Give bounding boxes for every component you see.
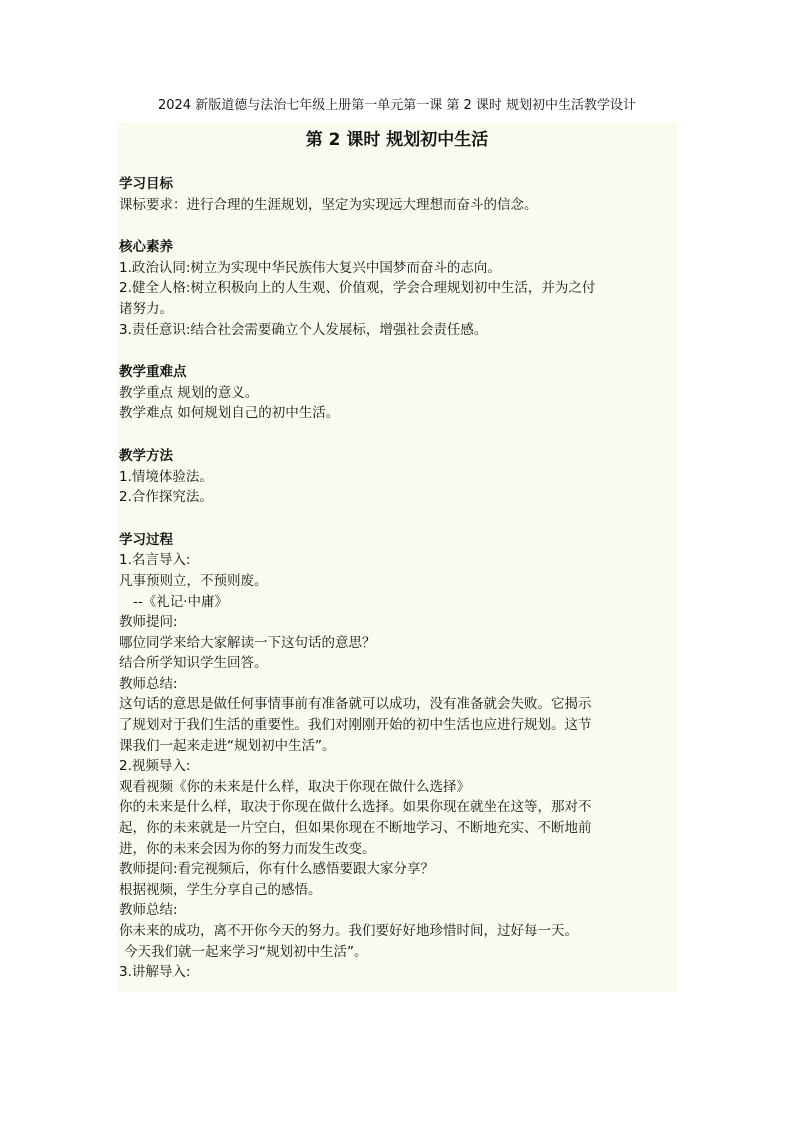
method-line: 2.合作探究法。 bbox=[119, 489, 213, 506]
literacy-line: 2.健全人格:树立积极向上的人生观、价值观，学会合理规划初中生活，并为之付 bbox=[119, 280, 596, 297]
process-line: 进，你的未来会因为你的努力而发生改变。 bbox=[119, 840, 376, 857]
process-line: 教师总结: bbox=[119, 902, 178, 919]
process-line: 1.名言导入: bbox=[119, 552, 191, 569]
process-line: 结合所学知识学生回答。 bbox=[119, 655, 268, 672]
section-heading-goal: 学习目标 bbox=[119, 176, 173, 192]
literacy-line: 3.责任意识:结合社会需要确立个人发展标，增强社会责任感。 bbox=[119, 321, 488, 338]
section-heading-keypoints: 教学重难点 bbox=[119, 364, 187, 381]
process-line: 课我们一起来走进“规划初中生活”。 bbox=[119, 737, 336, 754]
document-header: 2024 新版道德与法治七年级上册第一单元第一课 第 2 课时 规划初中生活教学设计 bbox=[157, 98, 637, 113]
section-heading-literacy: 核心素养 bbox=[119, 239, 173, 256]
goal-line: 课标要求：进行合理的生涯规划，坚定为实现远大理想而奋斗的信念。 bbox=[119, 196, 538, 213]
process-line: 教师提问: bbox=[119, 614, 178, 631]
section-heading-process: 学习过程 bbox=[119, 531, 173, 548]
process-line: 教师提问:看完视频后，你有什么感悟要跟大家分享？ bbox=[119, 861, 435, 878]
method-line: 1.情境体验法。 bbox=[119, 468, 213, 485]
process-line: 根据视频，学生分享自己的感悟。 bbox=[119, 881, 322, 898]
process-line: 哪位同学来给大家解读一下这句话的意思？ bbox=[119, 634, 376, 651]
process-line: 凡事预则立，不预则废。 bbox=[119, 572, 268, 589]
literacy-line: 诸努力。 bbox=[119, 300, 173, 317]
process-line: 3.讲解导入: bbox=[119, 964, 191, 981]
process-line: 教师总结: bbox=[119, 675, 178, 692]
process-line: 你未来的成功，离不开你今天的努力。我们要好好地珍惜时间，过好每一天。 bbox=[119, 923, 578, 939]
process-line: 你的未来是什么样，取决于你现在做什么选择。如果你现在就坐在这等，那对不 bbox=[119, 799, 592, 816]
process-quote-source: --《礼记·中庸》 bbox=[133, 593, 229, 610]
keypoint-line: 教学难点 如何规划自己的初中生活。 bbox=[119, 405, 340, 422]
document-body bbox=[117, 122, 677, 992]
lesson-title: 第 2 课时 规划初中生活 bbox=[305, 130, 489, 150]
process-line: 今天我们就一起来学习“规划初中生活”。 bbox=[124, 943, 368, 960]
process-line: 观看视频《你的未来是什么样，取决于你现在做什么选择》 bbox=[119, 778, 470, 795]
process-line: 2.视频导入: bbox=[119, 758, 191, 775]
process-line: 起，你的未来就是一片空白，但如果你现在不断地学习、不断地充实、不断地前 bbox=[119, 820, 592, 837]
literacy-line: 1.政治认同:树立为实现中华民族伟大复兴中国梦而奋斗的志向。 bbox=[119, 259, 501, 276]
process-line: 这句话的意思是做任何事情事前有准备就可以成功，没有准备就会失败。它揭示 bbox=[119, 696, 592, 713]
section-heading-methods: 教学方法 bbox=[119, 447, 173, 464]
process-line: 了规划对于我们生活的重要性。我们对刚刚开始的初中生活也应进行规划。这节 bbox=[119, 717, 592, 734]
keypoint-line: 教学重点 规划的意义。 bbox=[119, 384, 259, 401]
